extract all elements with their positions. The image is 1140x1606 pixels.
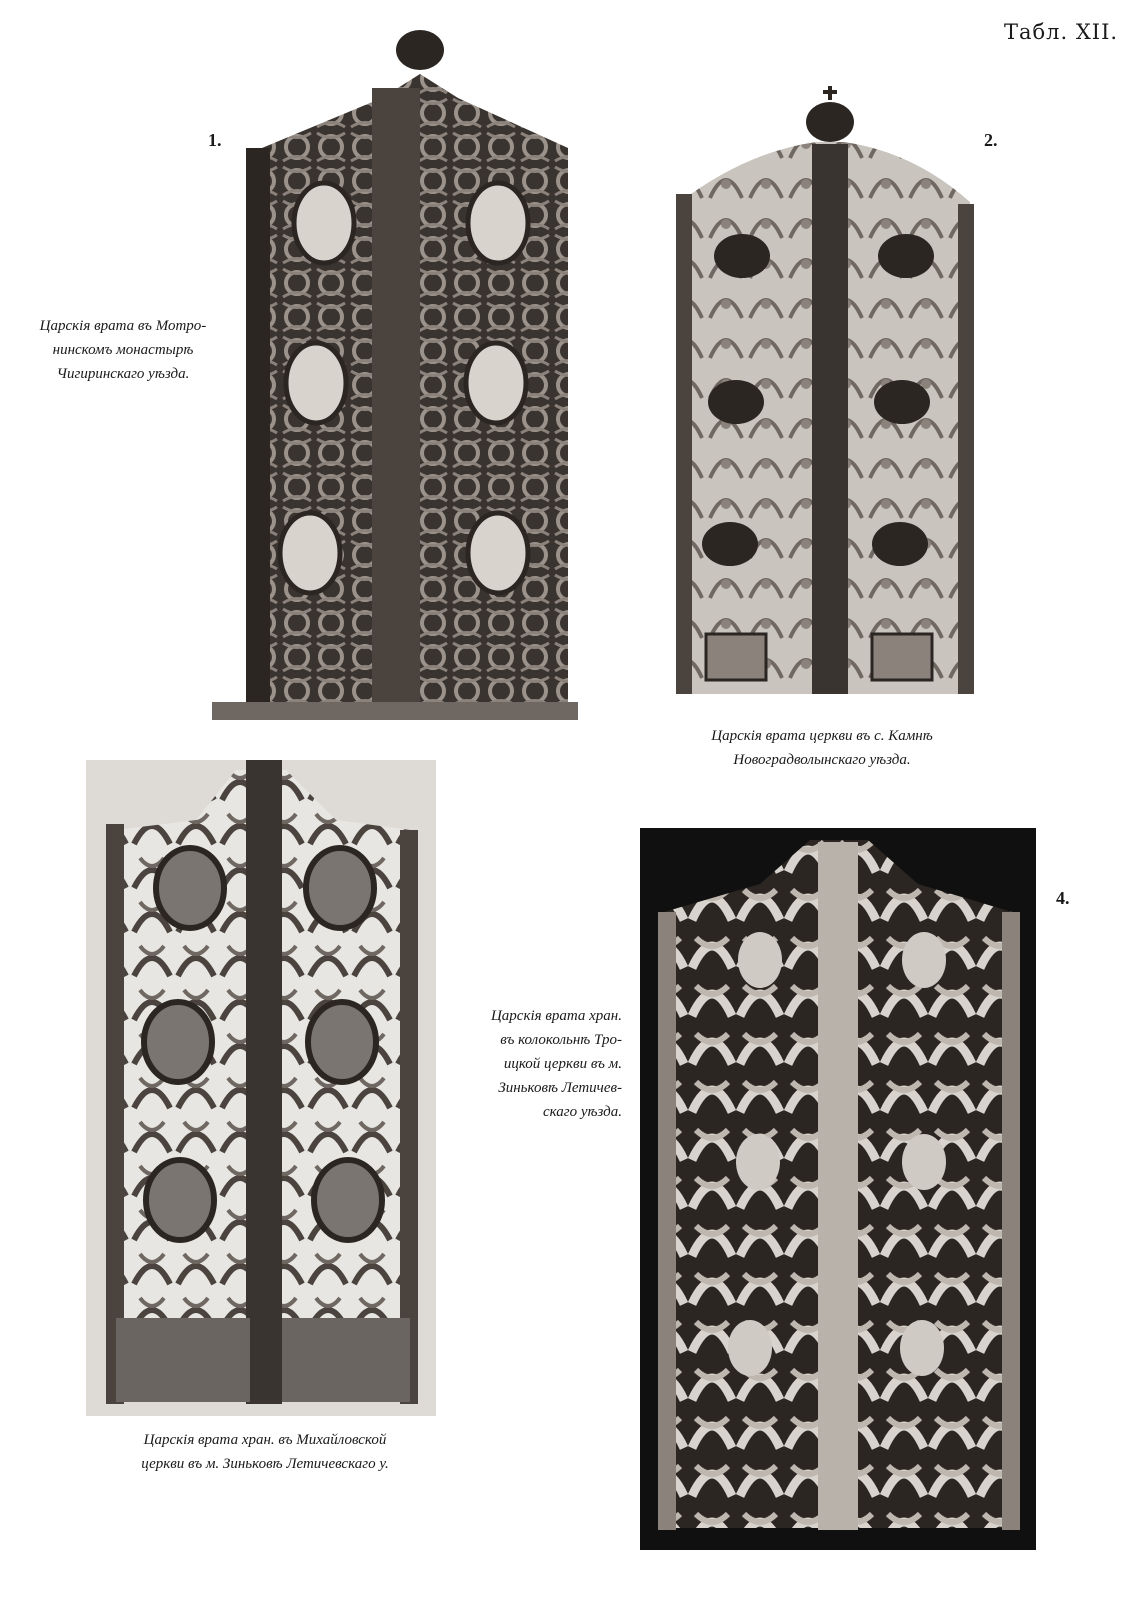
figure-4-number: 4. [1056,888,1070,908]
figure-3-photo [86,760,436,1416]
figure-4-caption-line: Зиньковѣ Летичев- [498,1080,622,1096]
figure-2-number: 2. [984,130,998,150]
figure-4-photo [640,828,1036,1550]
figure-3-caption-line: Царскія врата хран. въ Михайловской [143,1432,387,1448]
figure-2-caption [662,724,982,772]
figure-2-caption-line: Новоградволынскаго уѣзда. [733,752,911,768]
figure-1-caption-line: нинскомъ монастырѣ [52,342,194,358]
figure-4-caption-line: ицкой церкви въ м. [503,1056,622,1072]
figure-3-caption [90,1428,440,1476]
figure-4-caption-line: скаго уѣзда. [542,1104,622,1120]
figure-4-caption [442,1004,622,1124]
figure-1-caption-line: Чигиринскаго уѣзда. [56,366,190,382]
figure-3-caption-line: церкви въ м. Зиньковѣ Летичевскаго у. [141,1456,389,1472]
figure-4-caption-line: въ колокольнѣ Тро- [500,1032,622,1048]
figure-1-number: 1. [208,130,222,150]
figure-1-caption [18,314,228,386]
plate-label: Табл. XII. [1004,20,1119,44]
figure-1-photo [212,28,578,720]
figure-2-caption-line: Царскія врата церкви въ с. Камнѣ [711,728,933,744]
figure-4-caption-line: Царскія врата хран. [490,1008,622,1024]
figure-1-caption-line: Царскія врата въ Мотро- [39,318,207,334]
figure-2-photo [666,82,982,700]
